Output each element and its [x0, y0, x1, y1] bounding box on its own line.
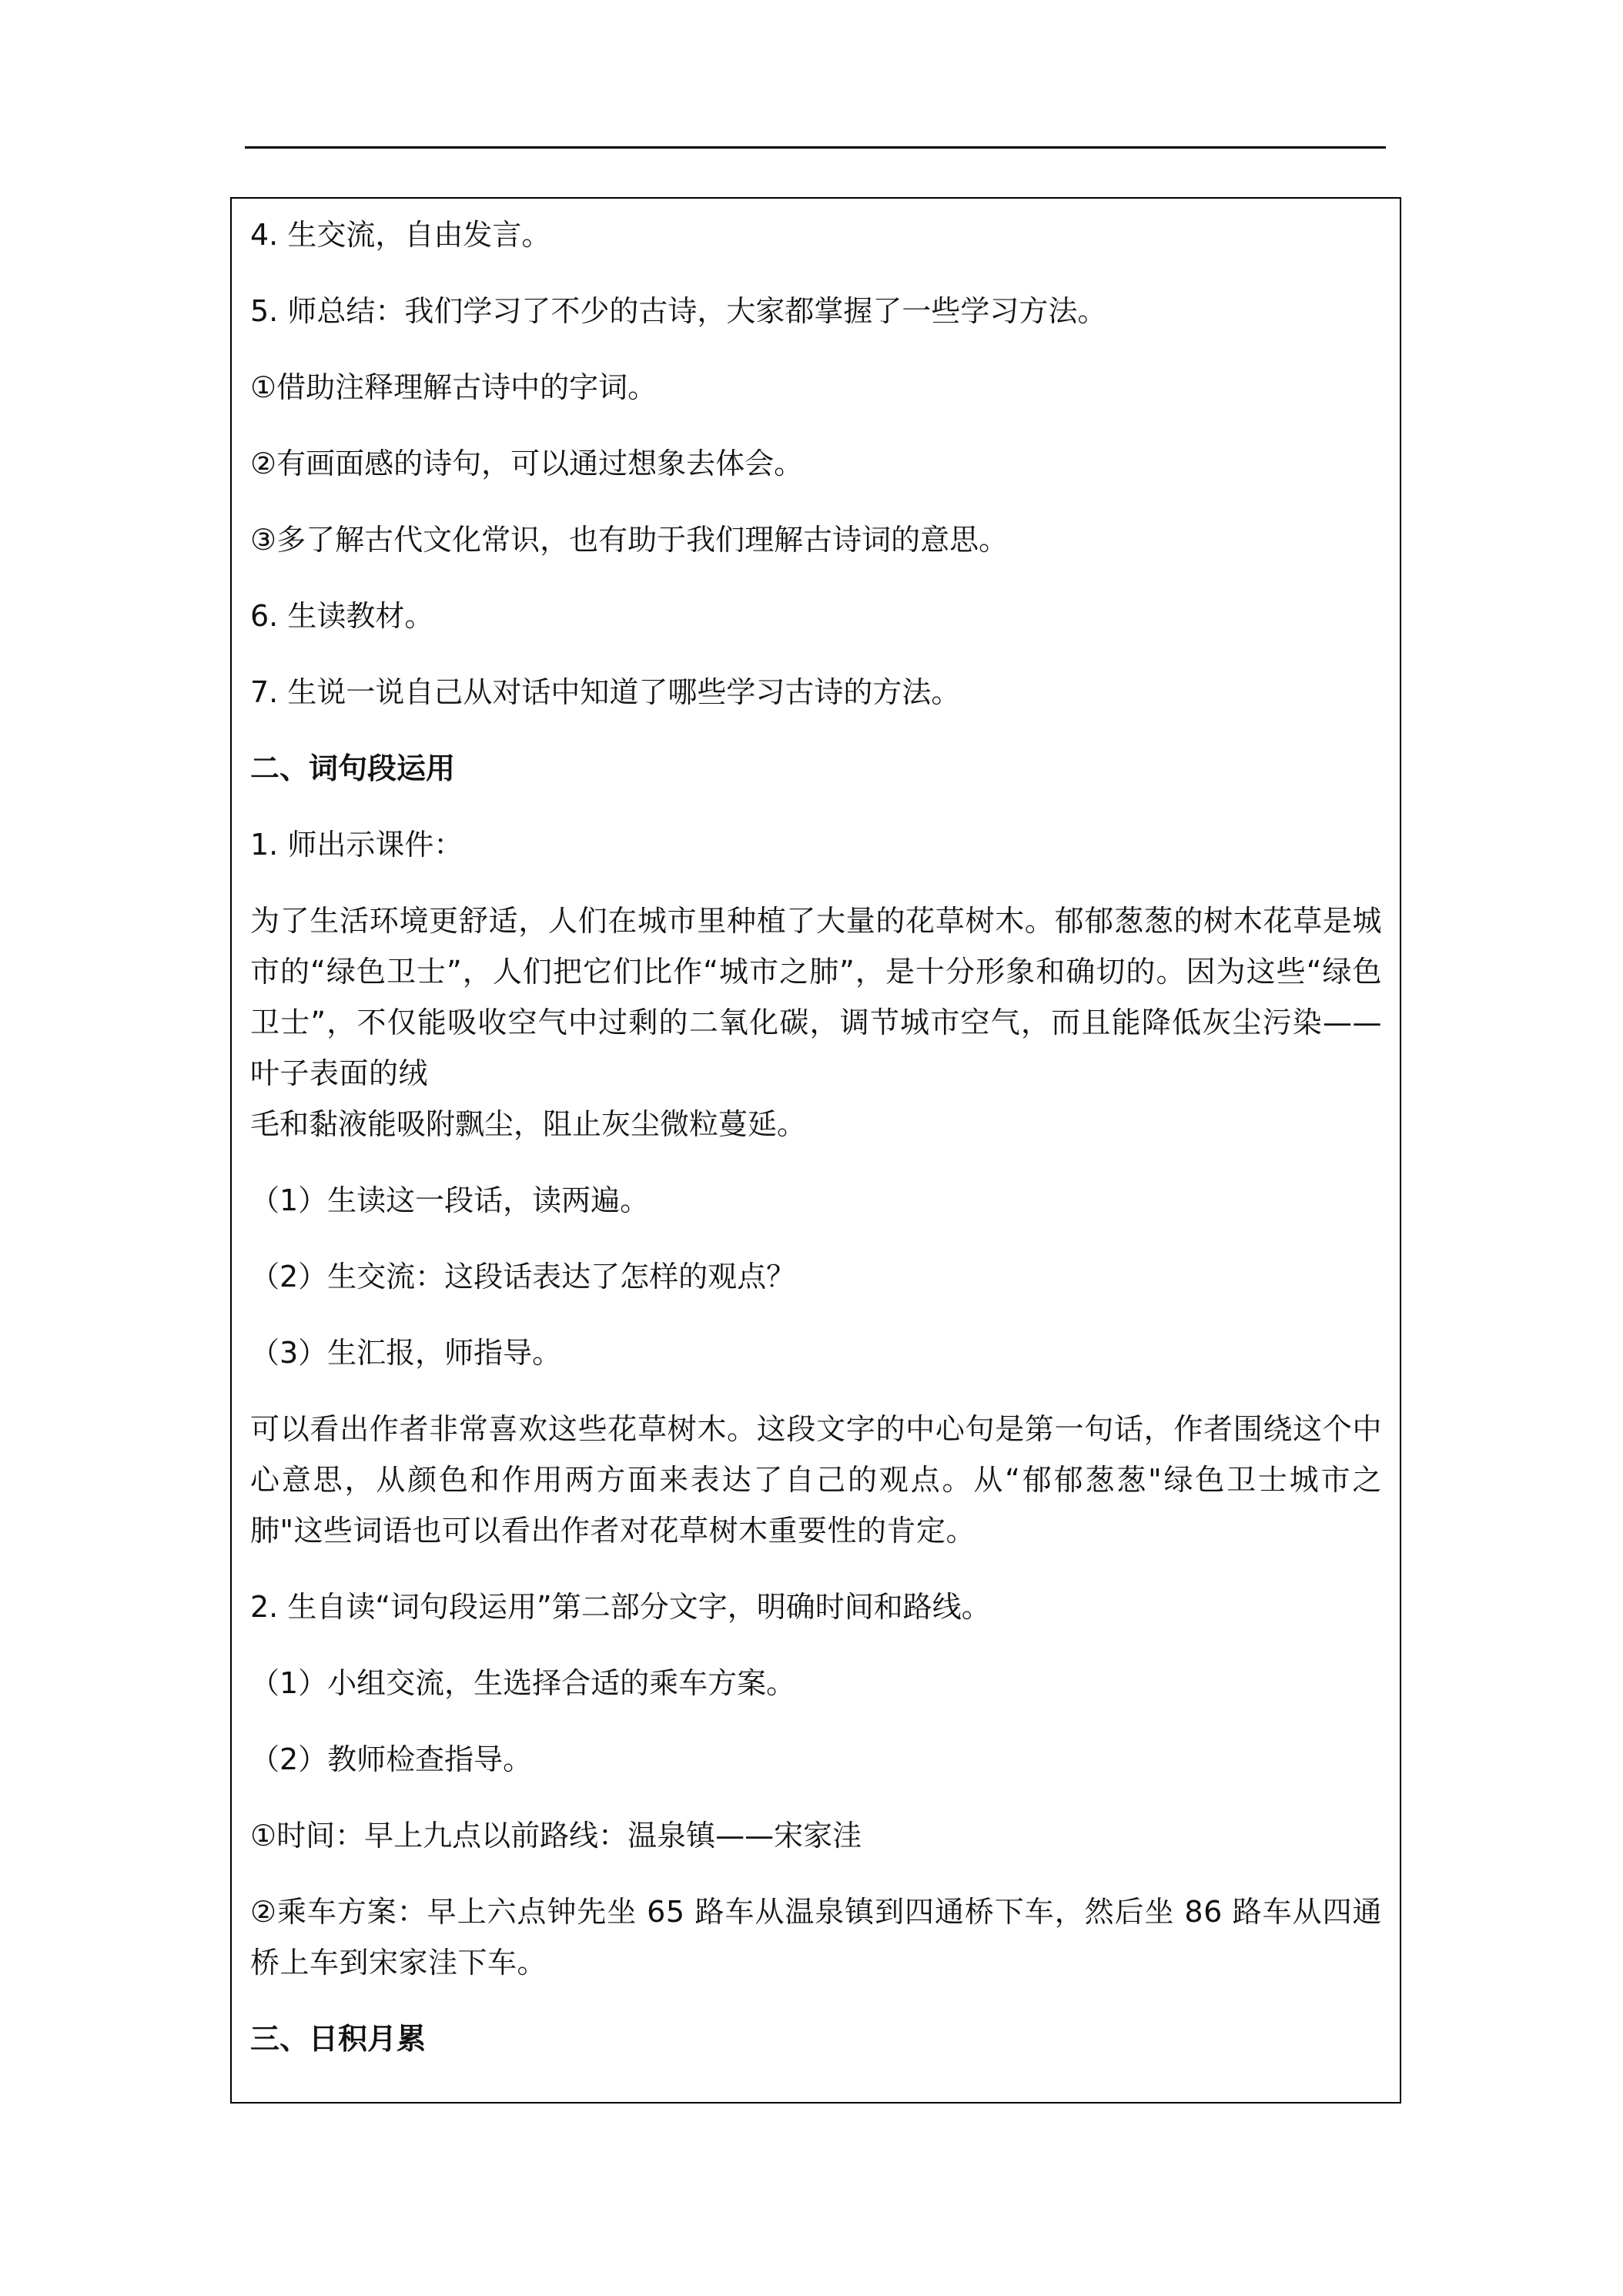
section-2-heading: 二、词句段运用	[250, 751, 456, 785]
method-2-line: ②有画面感的诗句，可以通过想象去体会。	[250, 447, 804, 480]
step-4-line: 4. 生交流，自由发言。	[250, 218, 551, 252]
step-7-line: 7. 生说一说自己从对话中知道了哪些学习古诗的方法。	[250, 675, 961, 709]
bus-plan-paragraph: ②乘车方案：早上六点钟先坐 65 路车从温泉镇到四通桥下车，然后坐 86 路车从四通桥上车到宋家洼下车。	[250, 1895, 1382, 1980]
step-6-line: 6. 生读教材。	[250, 599, 434, 633]
method-1-line: ①借助注释理解古诗中的字词。	[250, 370, 658, 404]
header-rule	[245, 146, 1386, 149]
group-discuss-line: （1）小组交流，生选择合适的乘车方案。	[250, 1666, 796, 1700]
step-5-line: 5. 师总结：我们学习了不少的古诗，大家都掌握了一些学习方法。	[250, 294, 1107, 328]
lesson-content-box	[230, 197, 1401, 2104]
task-read-line: （1）生读这一段话，读两遍。	[250, 1183, 650, 1217]
analysis-paragraph: 可以看出作者非常喜欢这些花草树木。这段文字的中心句是第一句话，作者围绕这个中心意思，从颜色和作用两方面来表达了自己的观点。从“郁郁葱葱"绿色卫士城市之肺"这些词语也可以看出作者对花草树木重要性的肯定。	[250, 1412, 1382, 1548]
section-3-heading: 三、日积月累	[250, 2022, 427, 2056]
method-3-line: ③多了解古代文化常识，也有助于我们理解古诗词的意思。	[250, 523, 1009, 557]
task-report-line: （3）生汇报，师指导。	[250, 1336, 562, 1370]
step-2-line: 2. 生自读“词句段运用”第二部分文字，明确时间和路线。	[250, 1590, 991, 1624]
teacher-check-line: （2）教师检查指导。	[250, 1742, 533, 1776]
passage-continuation-line: 毛和黏液能吸附飘尘，阻止灰尘微粒蔓延。	[250, 1107, 807, 1141]
passage-paragraph: 为了生活环境更舒适，人们在城市里种植了大量的花草树木。郁郁葱葱的树木花草是城市的“绿色卫士”，人们把它们比作“城市之肺”，是十分形象和确切的。因为这些“绿色卫士”，不仅能吸收空气中过剩的二氧化碳，调节城市空气，而且能降低灰尘污染——叶子表面的绒	[250, 904, 1382, 1090]
time-route-line: ①时间：早上九点以前路线：温泉镇——宋家洼	[250, 1819, 862, 1853]
courseware-line: 1. 师出示课件：	[250, 828, 463, 862]
task-discuss-line: （2）生交流：这段话表达了怎样的观点？	[250, 1260, 796, 1294]
